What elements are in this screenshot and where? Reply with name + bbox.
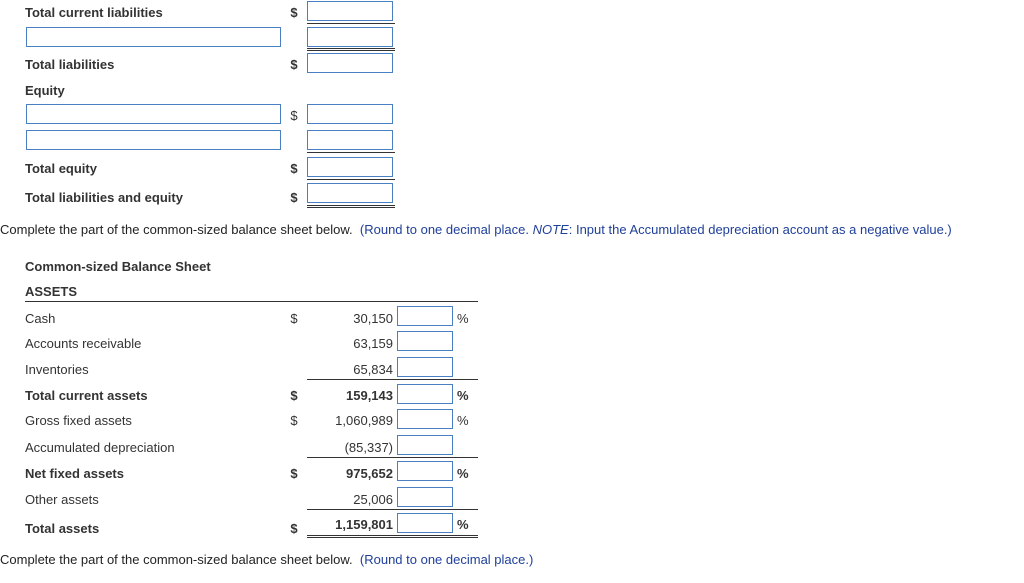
net-fixed-assets-percent-input[interactable] (397, 461, 453, 481)
dollar-sign: $ (290, 311, 298, 326)
cash-percent-input[interactable] (397, 306, 453, 326)
gross-fixed-assets-percent-input[interactable] (397, 409, 453, 429)
double-underline-bottom (307, 207, 395, 208)
assets-heading: ASSETS (25, 284, 78, 299)
hint-open: (Round to one decimal place. (359, 222, 533, 237)
row-value-total-assets: 1,159,801 (335, 517, 393, 532)
instruction-main: Complete the part of the common-sized balance sheet below. (0, 222, 353, 237)
row-value-accounts-receivable: 63,159 (353, 336, 393, 351)
percent-sign: % (457, 413, 469, 428)
accumulated-depreciation-percent-input[interactable] (397, 435, 453, 455)
other-assets-percent-input[interactable] (397, 487, 453, 507)
row-label-accumulated-depreciation: Accumulated depreciation (25, 440, 175, 455)
double-underline-bottom (307, 537, 478, 538)
underline (307, 152, 395, 153)
underline (307, 179, 395, 180)
row-label-other-assets: Other assets (25, 492, 99, 507)
equity-amount-input-1[interactable] (307, 104, 393, 124)
row-value-gross-fixed-assets: 1,060,989 (335, 413, 393, 428)
equity-account-input-2[interactable] (26, 130, 281, 150)
total-liabilities-and-equity-label: Total liabilities and equity (25, 190, 183, 205)
sheet-title: Common-sized Balance Sheet (25, 259, 211, 274)
double-underline-top (307, 535, 478, 536)
total-equity-input[interactable] (307, 157, 393, 177)
subtotal-rule (307, 509, 478, 510)
dollar-sign: $ (290, 466, 298, 481)
liability-account-input[interactable] (26, 27, 281, 47)
row-label-cash: Cash (25, 311, 56, 326)
dollar-sign: $ (290, 190, 298, 205)
subtotal-rule (307, 379, 478, 380)
percent-sign: % (457, 388, 469, 403)
row-label-net-fixed-assets: Net fixed assets (25, 466, 124, 481)
percent-sign: % (457, 311, 469, 326)
total-current-liabilities-input[interactable] (307, 1, 393, 21)
accounts-receivable-percent-input[interactable] (397, 331, 453, 351)
equity-amount-input-2[interactable] (307, 130, 393, 150)
double-underline-top (307, 48, 395, 49)
total-liabilities-input[interactable] (307, 53, 393, 73)
dollar-sign: $ (290, 388, 298, 403)
header-rule (25, 301, 478, 302)
row-label-inventories: Inventories (25, 362, 89, 377)
row-value-inventories: 65,834 (353, 362, 393, 377)
row-value-other-assets: 25,006 (353, 492, 393, 507)
total-current-liabilities-label: Total current liabilities (25, 5, 163, 20)
row-label-total-current-assets: Total current assets (25, 388, 148, 403)
row-label-accounts-receivable: Accounts receivable (25, 336, 142, 351)
row-value-cash: 30,150 (353, 311, 393, 326)
total-current-assets-percent-input[interactable] (397, 384, 453, 404)
row-label-gross-fixed-assets: Gross fixed assets (25, 413, 132, 428)
row-label-total-assets: Total assets (25, 521, 100, 536)
subtotal-rule (307, 457, 478, 458)
hint-rest: : Input the Accumulated depreciation account as a negative value.) (568, 222, 952, 237)
dollar-sign: $ (290, 57, 298, 72)
dollar-sign: $ (290, 161, 298, 176)
total-liabilities-and-equity-input[interactable] (307, 183, 393, 203)
equity-heading: Equity (25, 83, 65, 98)
underline (307, 23, 395, 24)
instruction-main: Complete the part of the common-sized balance sheet below. (0, 552, 353, 567)
row-value-total-current-assets: 159,143 (346, 388, 393, 403)
instruction-hint: (Round to one decimal place.) (359, 552, 534, 567)
row-value-accumulated-depreciation: (85,337) (344, 440, 393, 455)
instruction-hint (360, 222, 952, 237)
dollar-sign: $ (290, 521, 298, 536)
inventories-percent-input[interactable] (397, 357, 453, 377)
dollar-sign: $ (290, 108, 298, 123)
hint-note: NOTE (532, 222, 569, 237)
dollar-sign: $ (290, 413, 298, 428)
total-assets-percent-input[interactable] (397, 513, 453, 533)
double-underline-top (307, 205, 395, 206)
equity-account-input-1[interactable] (26, 104, 281, 124)
double-underline-bottom (307, 50, 395, 51)
percent-sign: % (457, 517, 469, 532)
total-liabilities-label: Total liabilities (25, 57, 115, 72)
row-value-net-fixed-assets: 975,652 (346, 466, 393, 481)
dollar-sign: $ (290, 5, 298, 20)
total-equity-label: Total equity (25, 161, 97, 176)
instruction-text (0, 222, 952, 237)
instruction-text-2 (0, 552, 533, 567)
percent-sign: % (457, 466, 469, 481)
liability-amount-input[interactable] (307, 27, 393, 47)
